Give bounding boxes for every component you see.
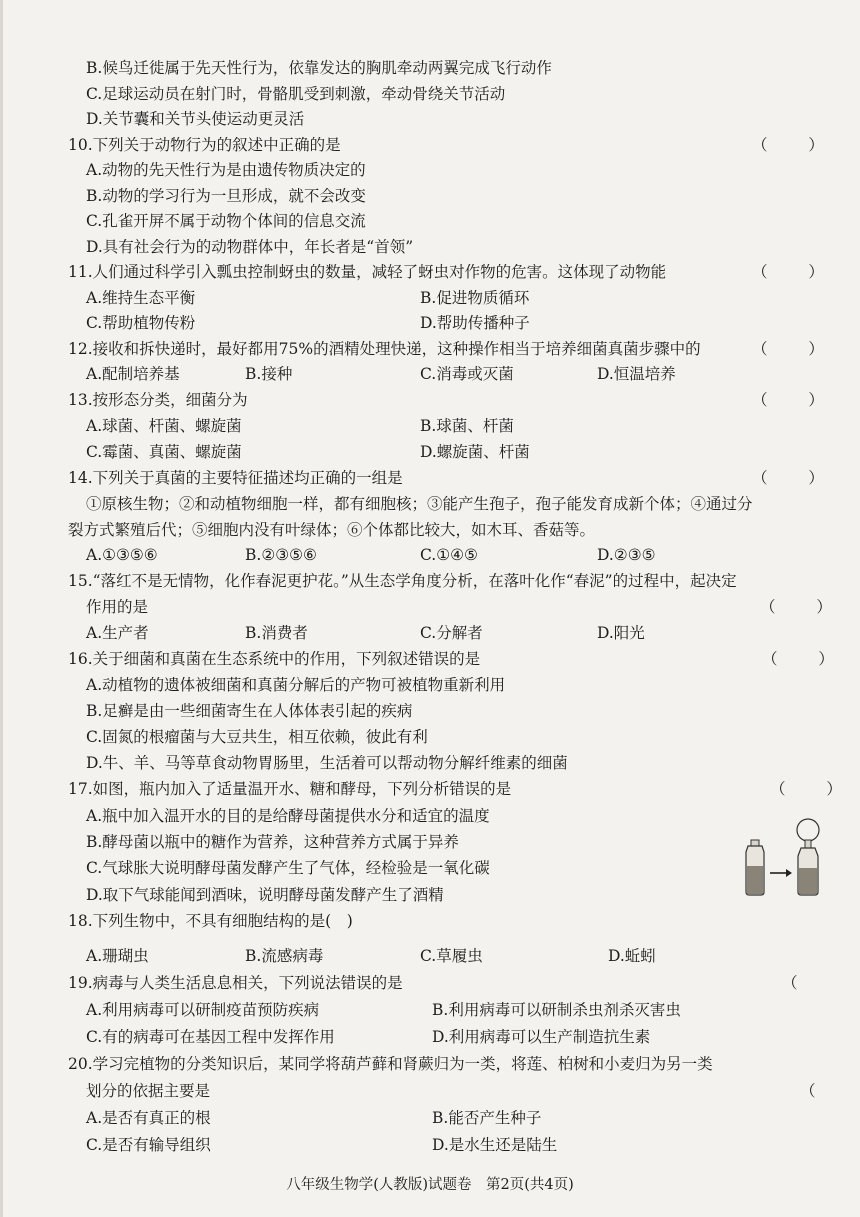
q11-option-b: B.促进物质循环 bbox=[420, 289, 530, 307]
q17-option-a: A.瓶中加入温开水的目的是给酵母菌提供水分和适宜的温度 bbox=[86, 807, 490, 825]
q18-stem: 18.下列生物中，不具有细胞结构的是( ) bbox=[68, 912, 353, 930]
q11-answer-paren[interactable]: （ ） bbox=[752, 263, 842, 281]
q18-option-d: D.蚯蚓 bbox=[608, 947, 656, 965]
q16-option-a: A.动植物的遗体被细菌和真菌分解后的产物可被植物重新利用 bbox=[86, 676, 506, 694]
q18-option-a: A.珊瑚虫 bbox=[86, 947, 149, 965]
q12-answer-paren[interactable]: （ ） bbox=[752, 340, 842, 358]
q18-option-c: C.草履虫 bbox=[420, 947, 483, 965]
q20-option-b: B.能否产生种子 bbox=[432, 1109, 542, 1127]
q14-option-c: C.①④⑤ bbox=[420, 546, 478, 564]
arrow-icon bbox=[770, 869, 792, 877]
q17-stem: 17.如图，瓶内加入了适量温开水、糖和酵母，下列分析错误的是 bbox=[68, 780, 512, 798]
q16-answer-paren[interactable]: （ ） bbox=[762, 650, 852, 668]
q15-option-b: B.消费者 bbox=[245, 624, 308, 642]
q19-option-d: D.利用病毒可以生产制造抗生素 bbox=[432, 1028, 651, 1046]
page-footer: 八年级生物学(人教版)试题卷 第2页(共4页) bbox=[286, 1177, 574, 1193]
q14-body1: ①原核生物；②和动植物细胞一样，都有细胞核；③能产生孢子，孢子能发育成新个体；④通过分 bbox=[86, 495, 753, 513]
q10-option-b: B.动物的学习行为一旦形成，就不会改变 bbox=[86, 187, 366, 205]
q20-stem2: 划分的依据主要是 bbox=[86, 1082, 211, 1100]
q15-stem1: 15.“落红不是无情物，化作春泥更护花。”从生态学角度分析，在落叶化作“春泥”的过程中，起决定 bbox=[68, 572, 737, 590]
q15-stem2: 作用的是 bbox=[86, 598, 149, 616]
q15-answer-paren[interactable]: （ ） bbox=[760, 598, 850, 616]
q16-option-d: D.牛、羊、马等草食动物胃肠里，生活着可以帮动物分解纤维素的细菌 bbox=[86, 754, 568, 772]
q20-option-a: A.是否有真正的根 bbox=[86, 1109, 211, 1127]
q11-stem: 11.人们通过科学引入瓢虫控制蚜虫的数量，减轻了蚜虫对作物的危害。这体现了动物能 bbox=[68, 263, 667, 281]
q10-stem: 10.下列关于动物行为的叙述中正确的是 bbox=[68, 136, 341, 154]
q16-option-b: B.足癣是由一些细菌寄生在人体体表引起的疾病 bbox=[86, 702, 413, 720]
q10-option-a: A.动物的先天性行为是由遗传物质决定的 bbox=[86, 161, 366, 179]
q15-option-c: C.分解者 bbox=[420, 624, 483, 642]
q17-option-c: C.气球胀大说明酵母菌发酵产生了气体，经检验是一氧化碳 bbox=[86, 859, 490, 877]
q17-option-d: D.取下气球能闻到酒味，说明酵母菌发酵产生了酒精 bbox=[86, 886, 444, 904]
q12-stem: 12.接收和拆快递时，最好都用75%的酒精处理快递，这种操作相当于培养细菌真菌步骤中的 bbox=[68, 340, 701, 358]
q13-stem: 13.按形态分类，细菌分为 bbox=[68, 391, 248, 409]
q13-option-d: D.螺旋菌、杆菌 bbox=[420, 443, 530, 461]
q16-stem: 16.关于细菌和真菌在生态系统中的作用，下列叙述错误的是 bbox=[68, 650, 481, 668]
q19-option-a: A.利用病毒可以研制疫苗预防疾病 bbox=[86, 1001, 320, 1019]
q17-option-b: B.酵母菌以瓶中的糖作为营养，这种营养方式属于异养 bbox=[86, 833, 459, 851]
q9-option-b: B.候鸟迁徙属于先天性行为，依靠发达的胸肌牵动两翼完成飞行动作 bbox=[86, 59, 552, 77]
q13-option-c: C.霉菌、真菌、螺旋菌 bbox=[86, 443, 242, 461]
q14-body2: 裂方式繁殖后代；⑤细胞内没有叶绿体；⑥个体都比较大，如木耳、香菇等。 bbox=[68, 521, 596, 539]
q14-option-a: A.①③⑤⑥ bbox=[86, 546, 158, 564]
q14-answer-paren[interactable]: （ ） bbox=[752, 469, 842, 487]
q10-answer-paren[interactable]: （ ） bbox=[752, 136, 842, 154]
q19-option-b: B.利用病毒可以研制杀虫剂杀灭害虫 bbox=[432, 1001, 681, 1019]
q14-option-b: B.②③⑤⑥ bbox=[245, 546, 317, 564]
q20-stem1: 20.学习完植物的分类知识后，某同学将葫芦藓和肾蕨归为一类，将莲、柏树和小麦归为另一类 bbox=[68, 1055, 713, 1073]
q13-option-b: B.球菌、杆菌 bbox=[420, 417, 514, 435]
bottle-after-with-balloon bbox=[797, 819, 819, 895]
q12-option-d: D.恒温培养 bbox=[597, 365, 676, 383]
q9-option-c: C.足球运动员在射门时，骨骼肌受到刺激，牵动骨绕关节活动 bbox=[86, 85, 506, 103]
q18-option-b: B.流感病毒 bbox=[245, 947, 324, 965]
q20-option-d: D.是水生还是陆生 bbox=[432, 1136, 558, 1154]
q20-option-c: C.是否有输导组织 bbox=[86, 1136, 211, 1154]
yeast-bottle-balloon-figure bbox=[742, 818, 832, 898]
q13-answer-paren[interactable]: （ ） bbox=[752, 391, 842, 409]
q9-option-d: D.关节囊和关节头使运动更灵活 bbox=[86, 110, 305, 128]
q11-option-c: C.帮助植物传粉 bbox=[86, 314, 196, 332]
page-edge-shadow bbox=[0, 0, 3, 1217]
q14-stem: 14.下列关于真菌的主要特征描述均正确的一组是 bbox=[68, 469, 403, 487]
q15-option-a: A.生产者 bbox=[86, 624, 149, 642]
q10-option-d: D.具有社会行为的动物群体中，年长者是“首领” bbox=[86, 238, 414, 256]
q11-option-a: A.维持生态平衡 bbox=[86, 289, 196, 307]
q11-option-d: D.帮助传播种子 bbox=[420, 314, 530, 332]
bottle-before bbox=[746, 840, 764, 895]
q12-option-a: A.配制培养基 bbox=[86, 365, 180, 383]
q19-stem: 19.病毒与人类生活息息相关，下列说法错误的是 bbox=[68, 974, 403, 992]
q20-answer-paren[interactable]: （ bbox=[800, 1082, 834, 1100]
q17-answer-paren[interactable]: （ ） bbox=[770, 780, 860, 798]
q19-option-c: C.有的病毒可在基因工程中发挥作用 bbox=[86, 1028, 335, 1046]
q14-option-d: D.②③⑤ bbox=[597, 546, 656, 564]
q12-option-b: B.接种 bbox=[245, 365, 293, 383]
q10-option-c: C.孔雀开屏不属于动物个体间的信息交流 bbox=[86, 212, 366, 230]
q19-answer-paren[interactable]: （ bbox=[782, 974, 816, 992]
q15-option-d: D.阳光 bbox=[597, 624, 645, 642]
q13-option-a: A.球菌、杆菌、螺旋菌 bbox=[86, 417, 242, 435]
q12-option-c: C.消毒或灭菌 bbox=[420, 365, 514, 383]
q16-option-c: C.固氮的根瘤菌与大豆共生，相互依赖，彼此有利 bbox=[86, 728, 428, 746]
